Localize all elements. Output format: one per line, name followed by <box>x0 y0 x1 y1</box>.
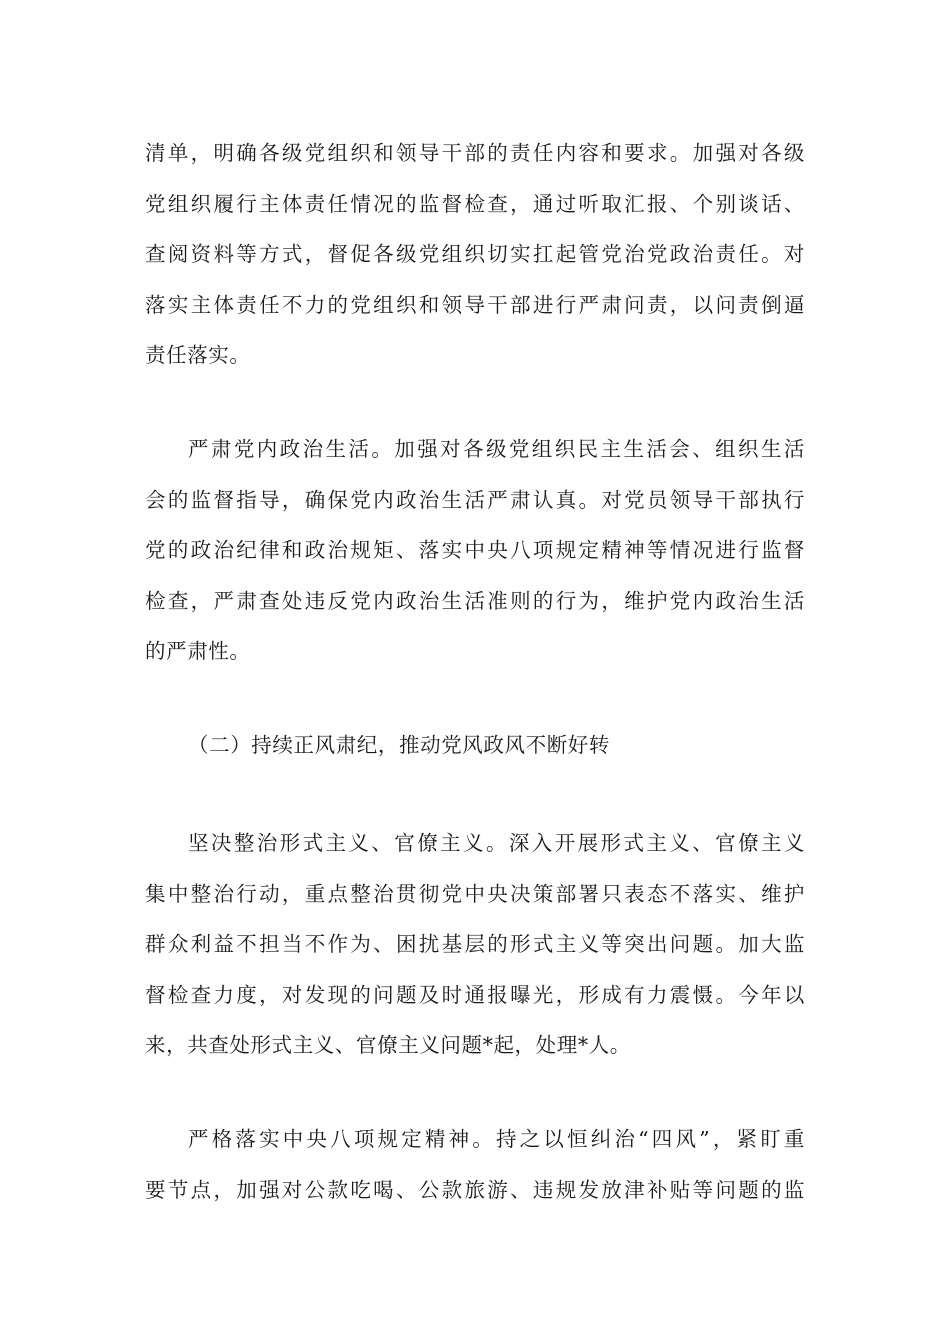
text-line: 严肃党内政治生活。加强对各级党组织民主生活会、组织生活 <box>188 437 805 461</box>
text-line: 查阅资料等方式，督促各级党组织切实扛起管党治党政治责任。对 <box>145 242 805 266</box>
paragraph-responsibility-list <box>145 128 805 381</box>
text-line: 要节点，加强对公款吃喝、公款旅游、违规发放津补贴等问题的监 <box>145 1177 805 1202</box>
paragraph-political-life <box>145 424 805 677</box>
paragraph-eight-rules <box>145 1114 805 1215</box>
text-line: 党的政治纪律和政治规矩、落实中央八项规定精神等情况进行监督 <box>145 538 805 562</box>
text-line: 责任落实。 <box>145 343 251 367</box>
text-line: 来，共查处形式主义、官僚主义问题*起，处理*人。 <box>145 1033 631 1057</box>
text-line: 党组织履行主体责任情况的监督检查，通过听取汇报、个别谈话、 <box>145 191 805 216</box>
section-heading <box>145 720 805 771</box>
section-heading-text: （二）持续正风肃纪，推动党风政风不断好转 <box>188 733 610 757</box>
text-line: 会的监督指导，确保党内政治生活严肃认真。对党员领导干部执行 <box>145 487 805 512</box>
text-line: 检查，严肃查处违反党内政治生活准则的行为，维护党内政治生活 <box>145 588 805 613</box>
text-line: 集中整治行动，重点整治贯彻党中央决策部署只表态不落实、维护 <box>145 881 805 906</box>
text-line: 群众利益不担当不作为、困扰基层的形式主义等突出问题。加大监 <box>145 932 805 956</box>
text-line: 坚决整治形式主义、官僚主义。深入开展形式主义、官僚主义 <box>188 831 805 855</box>
text-line: 落实主体责任不力的党组织和领导干部进行严肃问责，以问责倒逼 <box>145 292 805 317</box>
text-line: 督检查力度，对发现的问题及时通报曝光，形成有力震慑。今年以 <box>145 982 805 1007</box>
text-line: 严格落实中央八项规定精神。持之以恒纠治“四风”，紧盯重 <box>188 1127 805 1151</box>
paragraph-formalism <box>145 818 805 1071</box>
text-line: 清单，明确各级党组织和领导干部的责任内容和要求。加强对各级 <box>145 141 805 165</box>
text-line: 的严肃性。 <box>145 639 251 663</box>
